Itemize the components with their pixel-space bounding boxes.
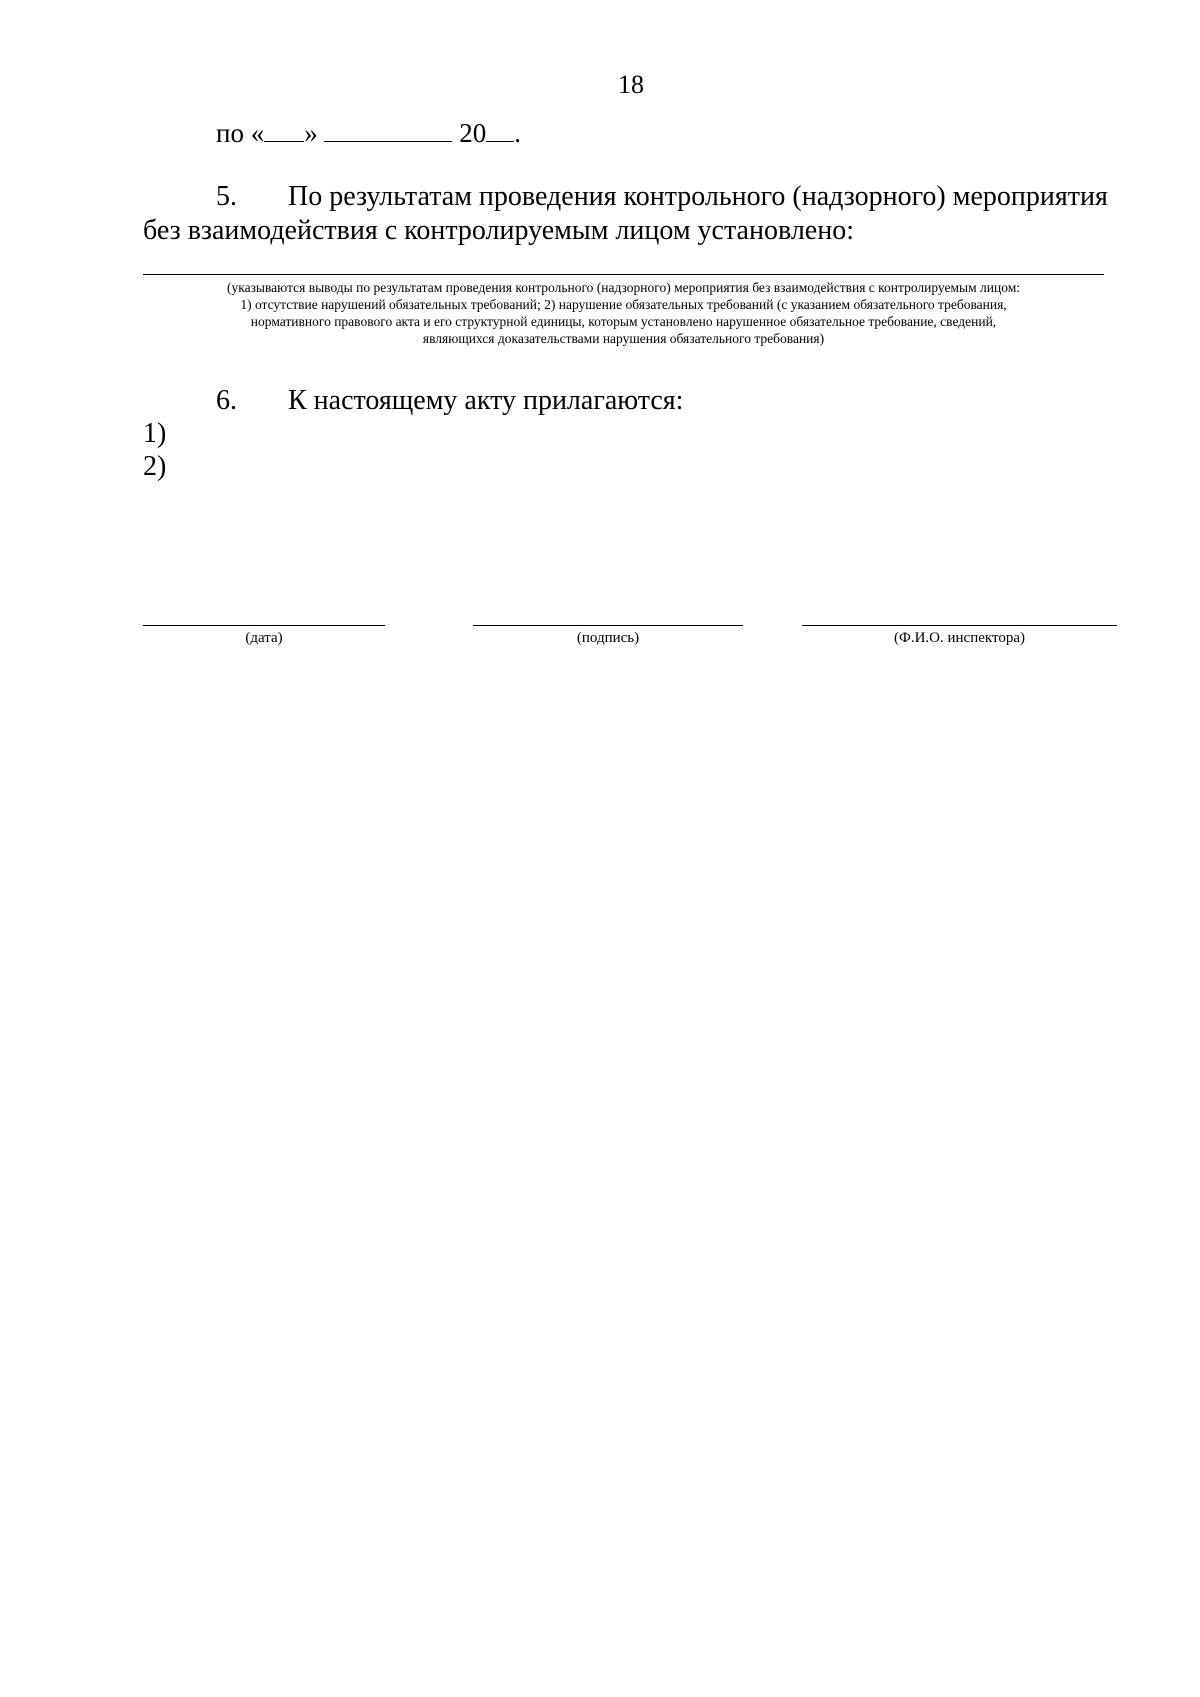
month-blank (324, 117, 452, 142)
day-blank (264, 117, 304, 142)
signature-line (473, 625, 743, 626)
section5-heading (216, 180, 1108, 214)
signature-label: (подпись) (576, 630, 640, 646)
period-quote-close: » (304, 118, 318, 148)
period-date-line (216, 116, 521, 150)
inspector-name-label: (Ф.И.О. инспектора) (893, 630, 1025, 646)
section5-number: 5. (216, 181, 237, 212)
section6-title: К настоящему акту прилагаются: (288, 385, 684, 416)
result-note-line: 1) отсутствие нарушений обязательных требований; 2) нарушение обязательных требований (с указанием обязательного требования, (240, 297, 1007, 312)
result-note-line: являющихся доказательствами нарушения обязательного требования) (422, 331, 825, 346)
section6-number: 6. (216, 385, 237, 416)
date-label: (дата) (245, 630, 283, 646)
section5-line2: без взаимодействия с контролируемым лицом установлено: (143, 215, 854, 246)
period-end: . (514, 118, 521, 148)
page-number: 18 (618, 70, 644, 99)
year-blank (486, 117, 514, 142)
attachment-item: 1) (143, 418, 167, 449)
inspector-name-line (802, 625, 1117, 626)
date-signature-line (143, 625, 385, 626)
result-note-line: нормативного правового акта и его структурной единицы, которым установлено нарушенное обязательное требование, сведений, (250, 314, 997, 329)
result-fill-line (143, 274, 1104, 275)
period-year-prefix: 20 (459, 118, 487, 148)
section6-heading (216, 384, 683, 418)
result-note-line: (указываются выводы по результатам проведения контрольного (надзорного) мероприятия без взаимодействия с контролируемым лицом: (226, 280, 1020, 295)
period-prefix: по « (216, 118, 265, 148)
attachment-item: 2) (143, 451, 167, 482)
result-note (143, 279, 1104, 347)
section5-line1: По результатам проведения контрольного (надзорного) мероприятия (288, 181, 1108, 212)
